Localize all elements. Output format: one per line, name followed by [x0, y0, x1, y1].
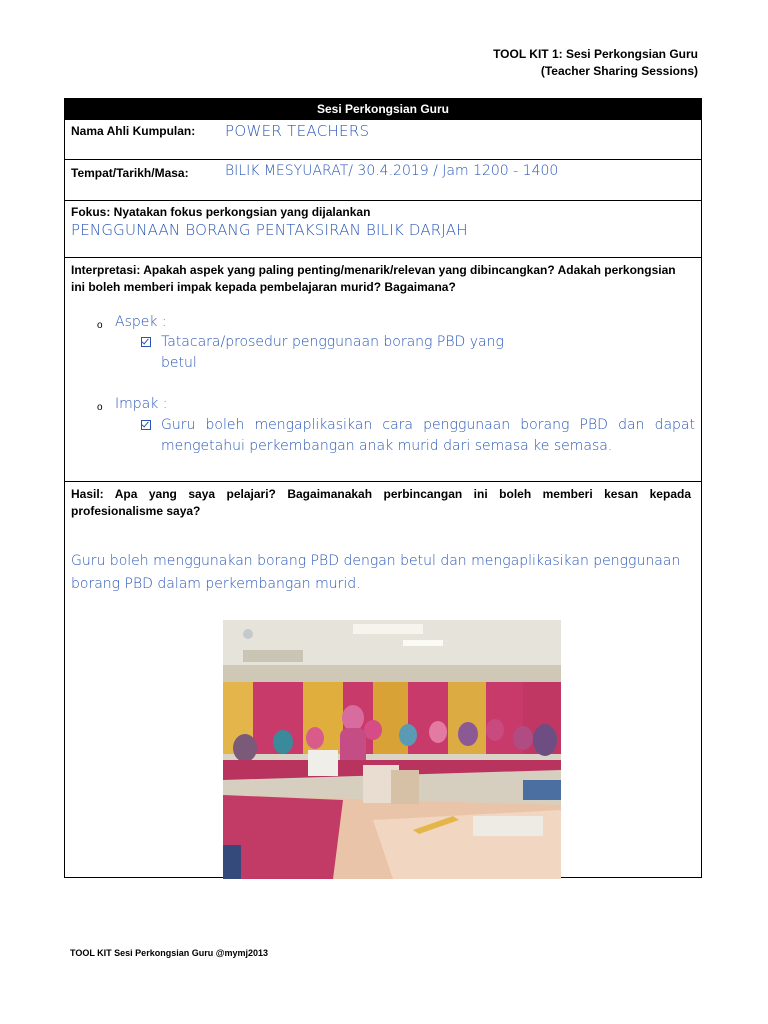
focus-row	[65, 200, 701, 257]
focus-label: Fokus: Nyatakan fokus perkongsian yang dijalankan	[71, 205, 371, 219]
header-subtitle: (Teacher Sharing Sessions)	[540, 64, 698, 78]
header	[493, 46, 698, 80]
place-date-time-row	[65, 159, 701, 200]
footer: TOOL KIT Sesi Perkongsian Guru @mymj2013	[70, 948, 269, 958]
place-date-time-label: Tempat/Tarikh/Masa:	[71, 166, 189, 180]
outcome-question: Hasil: Apa yang saya pelajari? Bagaimanakah perbincangan ini boleh memberi kesan kepada profesionalisme saya?	[71, 487, 691, 518]
checkbox-checked-icon	[141, 337, 151, 347]
form-title: Sesi Perkongsian Guru	[65, 99, 701, 119]
interpretation-question: Interpretasi: Apakah aspek yang paling penting/menarik/relevan yang dibincangkan? Adakah perkongsian ini boleh memberi impak kepada pembelajaran murid? Bagaimana?	[71, 263, 676, 294]
checkbox-checked-icon	[141, 420, 151, 430]
aspect-text: Tatacara/prosedur penggunaan borang PBD yang betul	[161, 334, 504, 371]
impact-text: Guru boleh mengaplikasikan cara penggunaan borang PBD dan dapat mengetahui perkembangan anak murid dari semasa ke semasa.	[161, 417, 695, 454]
sharing-session-form	[64, 98, 702, 878]
outcome-row	[65, 481, 701, 879]
circle-bullet-icon: o	[97, 402, 103, 413]
group-name-label: Nama Ahli Kumpulan:	[71, 124, 196, 138]
aspect-label: Aspek :	[115, 314, 167, 330]
group-name-row	[65, 119, 701, 159]
focus-value: PENGGUNAAN BORANG PENTAKSIRAN BILIK DARJAH	[71, 221, 468, 239]
header-title: TOOL KIT 1: Sesi Perkongsian Guru	[493, 47, 698, 61]
meeting-photo	[223, 620, 561, 879]
impact-label: Impak :	[115, 396, 168, 412]
place-date-time-value: BILIK MESYUARAT/ 30.4.2019 / Jam 1200 - 1400	[225, 163, 559, 179]
interpretation-row	[65, 257, 701, 481]
group-name-value: POWER TEACHERS	[225, 122, 370, 140]
outcome-answer: Guru boleh menggunakan borang PBD dengan betul dan mengaplikasikan penggunaan borang PBD dalam perkembangan murid.	[71, 553, 681, 592]
circle-bullet-icon: o	[97, 320, 103, 331]
